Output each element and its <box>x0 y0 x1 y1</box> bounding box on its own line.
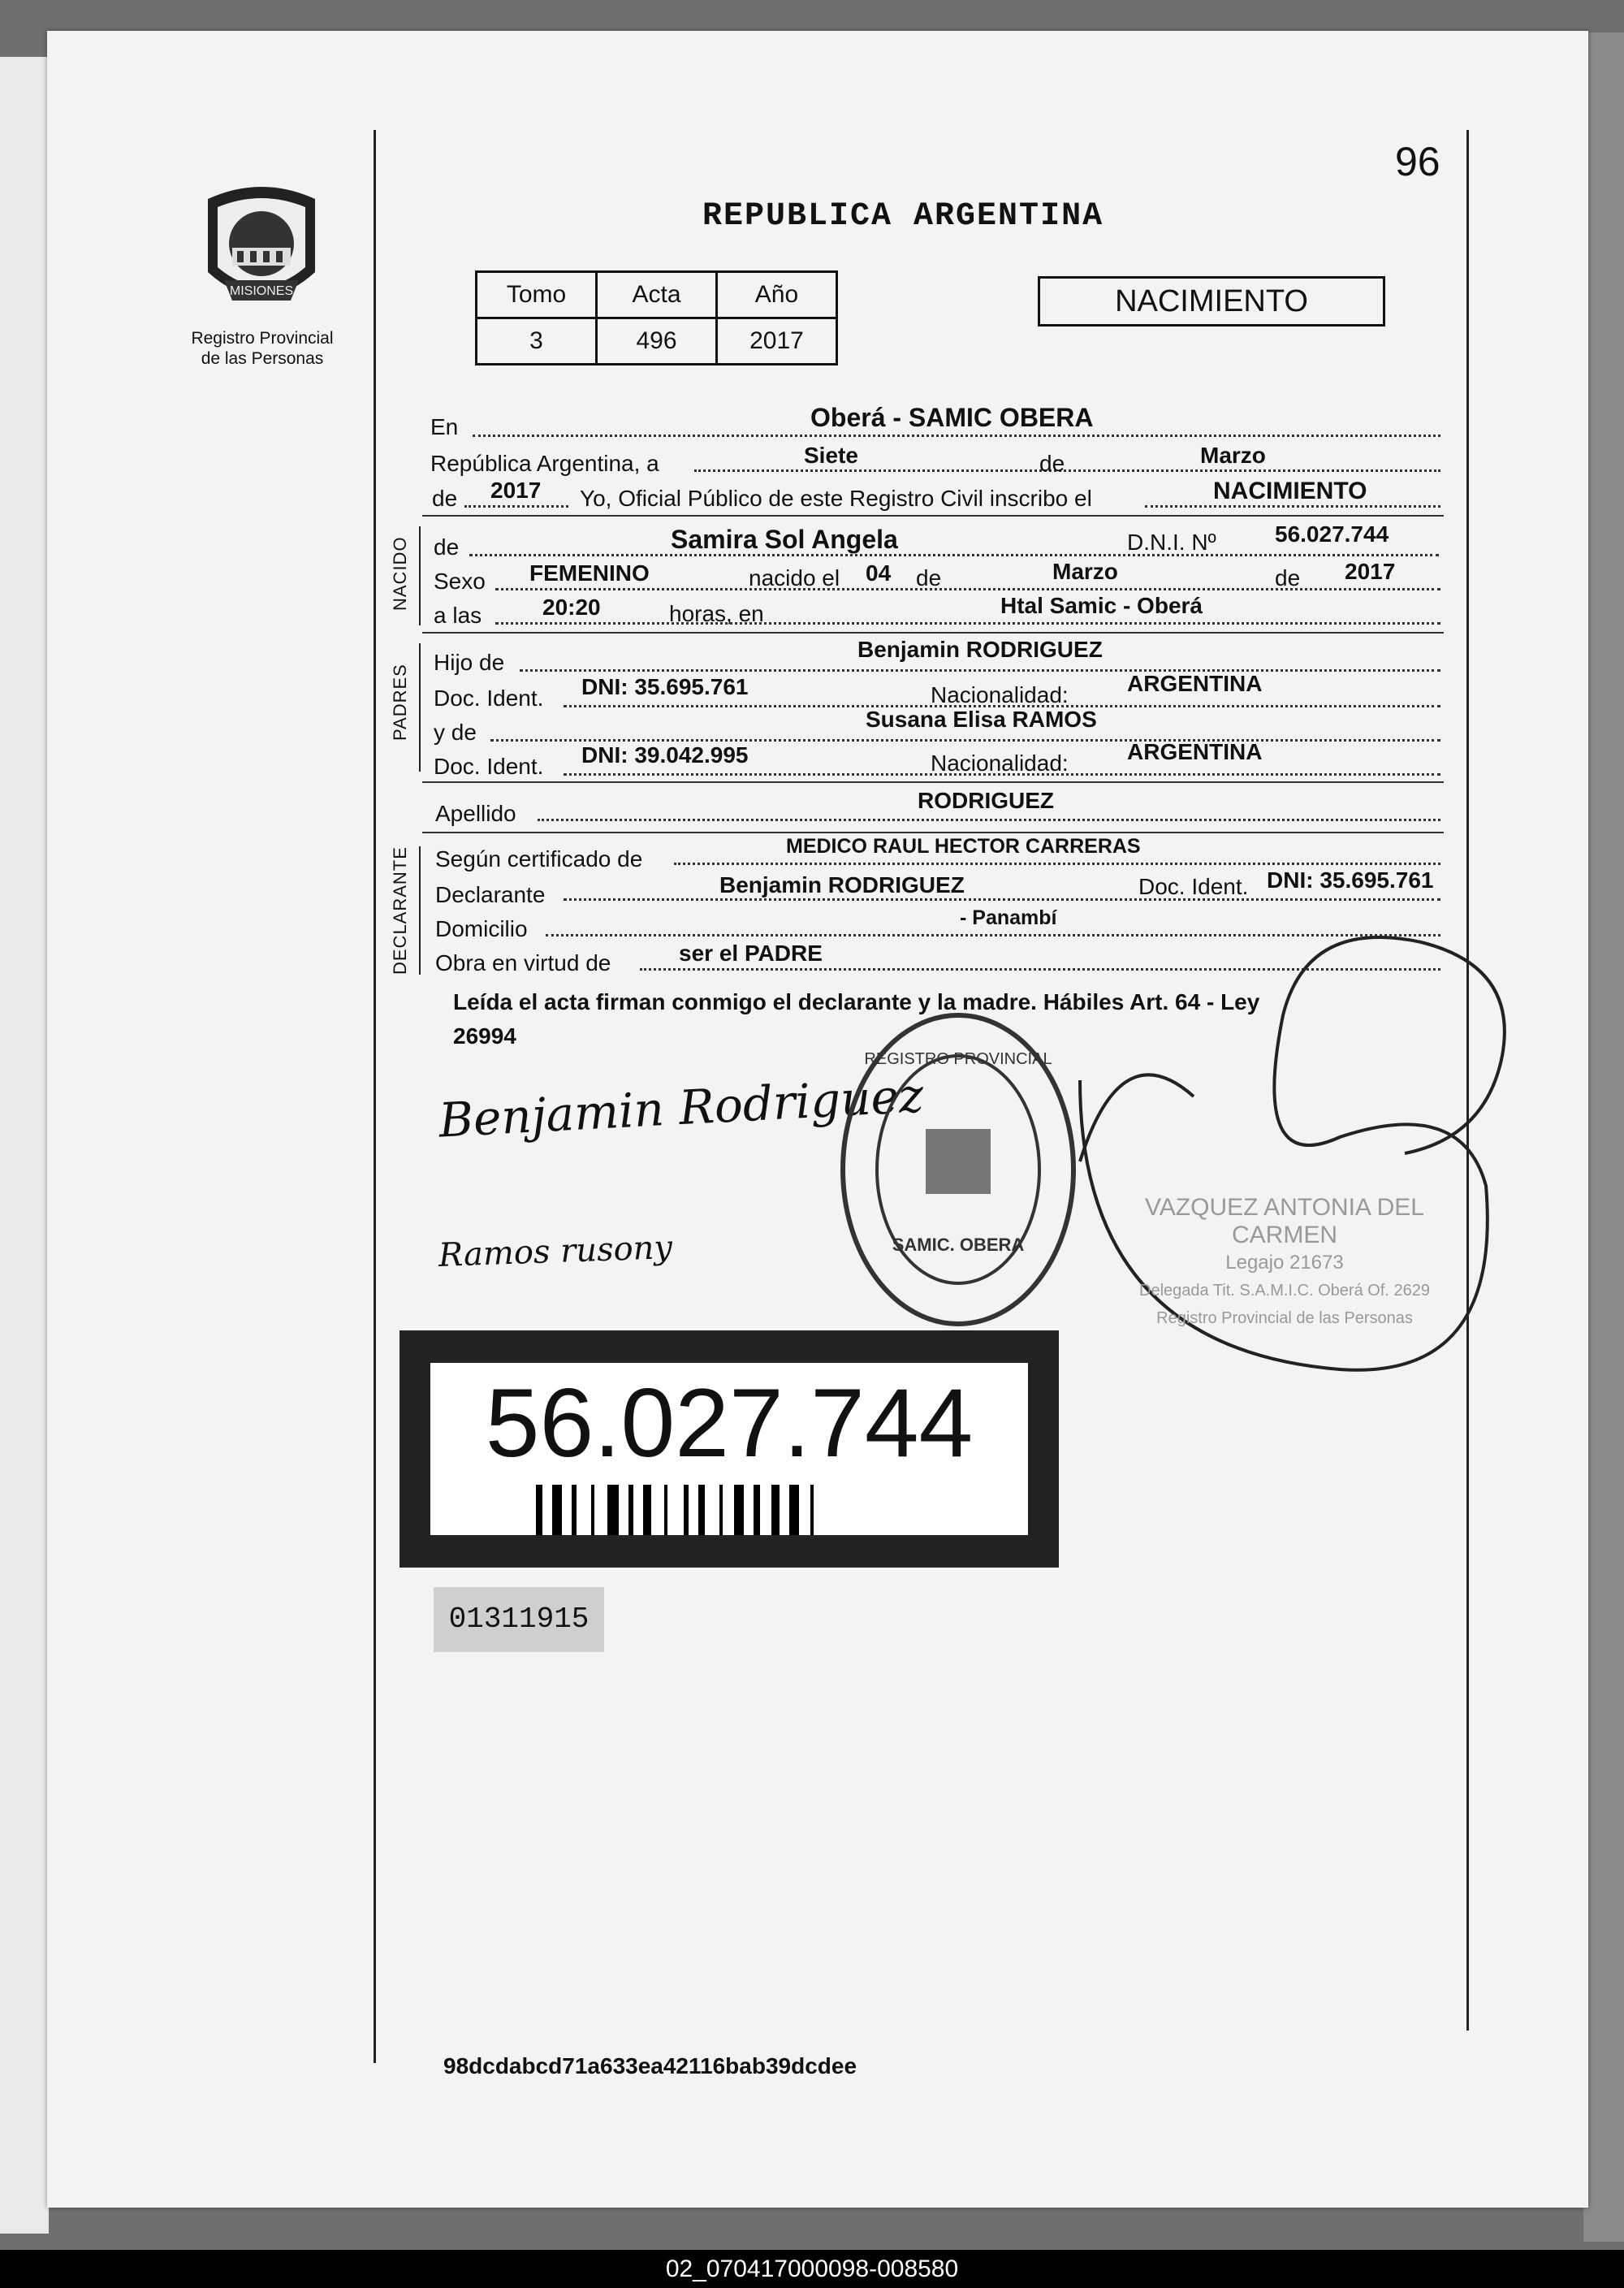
background-right <box>1583 32 1624 2242</box>
child-name: Samira Sol Angela <box>671 525 898 554</box>
tomo-acta-ano-table <box>475 270 838 365</box>
mother-doc: DNI: 39.042.995 <box>581 742 749 768</box>
birth-de3-label: de <box>1275 565 1301 590</box>
serial-label: 01311915 <box>434 1587 604 1652</box>
value-ano: 2017 <box>717 318 837 365</box>
section-divider <box>422 781 1444 783</box>
section-divider <box>422 632 1444 634</box>
section-label-nacido: NACIDO <box>390 536 410 611</box>
apellido-label: Apellido <box>435 801 516 826</box>
dom-value: - Panambí <box>960 906 1057 929</box>
yde-label: y de <box>434 720 477 745</box>
barcode-bar <box>734 1485 744 1535</box>
dotted-line <box>469 554 1439 556</box>
barcode-bar <box>698 1485 705 1535</box>
obra-value: ser el PADRE <box>679 941 823 966</box>
father-name: Benjamin RODRIGUEZ <box>857 637 1103 662</box>
svg-text:MISIONES: MISIONES <box>229 284 294 298</box>
section-divider <box>422 515 1444 517</box>
mother-nac-label: Nacionalidad: <box>931 750 1069 776</box>
page-number: 96 <box>1395 139 1440 184</box>
act-type-box: NACIMIENTO <box>1038 276 1385 327</box>
barcode-bar <box>591 1485 594 1535</box>
dotted-line <box>538 819 1440 821</box>
header-tomo: Tomo <box>477 272 597 318</box>
yo-text: Yo, Oficial Público de este Registro Civil inscribo el <box>580 486 1092 511</box>
dni-label: D.N.I. Nº <box>1127 530 1216 555</box>
barcode-bar <box>607 1485 619 1535</box>
document-hash: 98dcdabcd71a633ea42116bab39dcdee <box>443 2053 857 2078</box>
en-value: Oberá - SAMIC OBERA <box>810 403 1094 432</box>
cert-label: Según certificado de <box>435 846 643 872</box>
closing-text-line2: 26994 <box>453 1023 516 1049</box>
decl-label: Declarante <box>435 882 546 907</box>
alas-label: a las <box>434 603 482 628</box>
child-dni: 56.027.744 <box>1275 521 1389 547</box>
birth-year: 2017 <box>1345 559 1396 584</box>
dotted-line <box>694 469 1440 472</box>
decl-value: Benjamin RODRIGUEZ <box>719 872 965 897</box>
barcode-bar <box>789 1485 799 1535</box>
mother-signature: Ramos rusony <box>438 1228 673 1275</box>
dotted-line <box>495 622 1440 625</box>
footer-filename: 02_070417000098-008580 <box>0 2250 1624 2288</box>
father-nacionalidad: ARGENTINA <box>1127 671 1263 696</box>
declarante-bracket <box>419 846 421 975</box>
obra-label: Obra en virtud de <box>435 950 611 975</box>
dotted-line <box>473 435 1440 437</box>
document-title: REPUBLICA ARGENTINA <box>702 198 1104 235</box>
coat-of-arms-icon <box>200 183 323 321</box>
de-label: de <box>1039 451 1065 476</box>
birth-month: Marzo <box>1052 559 1118 584</box>
official-name: VAZQUEZ ANTONIA DEL CARMEN <box>1145 1194 1424 1248</box>
mother-name: Susana Elisa RAMOS <box>866 707 1097 732</box>
sexo-value: FEMENINO <box>529 560 650 586</box>
barcode-bar <box>664 1485 667 1535</box>
barcode-bars <box>536 1485 926 1535</box>
mother-doc-label: Doc. Ident. <box>434 754 544 779</box>
decl-doc: DNI: 35.695.761 <box>1267 867 1434 893</box>
father-doc-label: Doc. Ident. <box>434 686 544 711</box>
barcode-sticker <box>400 1330 1059 1568</box>
header-acta: Acta <box>597 272 717 318</box>
mother-nacionalidad: ARGENTINA <box>1127 739 1263 764</box>
official-registro: Registro Provincial de las Personas <box>1156 1309 1413 1327</box>
dotted-line <box>1145 505 1440 508</box>
barcode-bar <box>572 1485 577 1535</box>
header-ano: Año <box>717 272 837 318</box>
section-label-declarante: DECLARANTE <box>390 846 410 975</box>
birth-place: Htal Samic - Oberá <box>1000 593 1203 618</box>
barcode-bar <box>771 1485 780 1535</box>
month-value: Marzo <box>1200 443 1266 468</box>
decl-doc-label: Doc. Ident. <box>1138 874 1249 899</box>
sexo-label: Sexo <box>434 569 486 594</box>
father-nac-label: Nacionalidad: <box>931 682 1069 707</box>
value-tomo: 3 <box>477 318 597 365</box>
closing-text-line1: Leída el acta firman conmigo el declarante y la madre. Hábiles Art. 64 - Ley <box>453 989 1260 1014</box>
misiones-logo <box>200 183 323 321</box>
birth-time: 20:20 <box>542 595 601 620</box>
dotted-line <box>464 505 568 508</box>
cert-value: MEDICO RAUL HECTOR CARRERAS <box>786 835 1141 858</box>
republica-label: República Argentina, a <box>430 451 659 476</box>
padres-bracket <box>419 643 421 772</box>
apellido-value: RODRIGUEZ <box>918 788 1054 813</box>
barcode-bar <box>684 1485 689 1535</box>
background-left-page <box>0 57 49 2234</box>
nacido-bracket <box>419 526 421 625</box>
barcode-bar <box>719 1485 723 1535</box>
official-delegada: Delegada Tit. S.A.M.I.C. Oberá Of. 2629 <box>1139 1282 1430 1300</box>
svg-text:REGISTRO PROVINCIAL: REGISTRO PROVINCIAL <box>864 1050 1052 1068</box>
father-doc: DNI: 35.695.761 <box>581 674 749 699</box>
dotted-line <box>674 863 1440 865</box>
logo-caption-line2: de las Personas <box>201 349 324 368</box>
official-stamp <box>1114 1194 1455 1332</box>
father-signature: Benjamin Rodriguez <box>437 1067 925 1148</box>
barcode-number: 56.027.744 <box>485 1369 974 1477</box>
barcode-bar <box>536 1485 542 1535</box>
horas-label: horas, en <box>669 601 764 626</box>
dotted-line <box>490 739 1440 742</box>
nacido-el-label: nacido el <box>749 565 840 590</box>
inscribo-value: NACIMIENTO <box>1213 478 1367 504</box>
barcode-bar <box>552 1485 562 1535</box>
left-margin-rule <box>374 130 376 2063</box>
dotted-line <box>520 669 1440 672</box>
year-value: 2017 <box>490 478 542 503</box>
official-legajo: Legajo 21673 <box>1225 1252 1344 1274</box>
barcode-bar <box>643 1485 651 1535</box>
logo-caption-line1: Registro Provincial <box>191 329 334 348</box>
value-acta: 496 <box>597 318 717 365</box>
de2-label: de <box>432 486 458 511</box>
dom-label: Domicilio <box>435 916 528 941</box>
logo-caption <box>185 328 339 369</box>
section-label-padres: PADRES <box>390 664 410 741</box>
en-label: En <box>430 414 459 439</box>
birth-day: 04 <box>866 560 892 586</box>
section-divider <box>422 832 1444 833</box>
svg-text:SAMIC. OBERA: SAMIC. OBERA <box>892 1235 1025 1255</box>
barcode-bar <box>810 1485 814 1535</box>
barcode-bar <box>754 1485 760 1535</box>
barcode-label <box>430 1363 1028 1535</box>
hijo-label: Hijo de <box>434 650 505 675</box>
barcode-bar <box>628 1485 633 1535</box>
day-value: Siete <box>804 443 858 468</box>
nacido-de-label: de <box>434 534 460 560</box>
birth-de-label: de <box>916 565 942 590</box>
